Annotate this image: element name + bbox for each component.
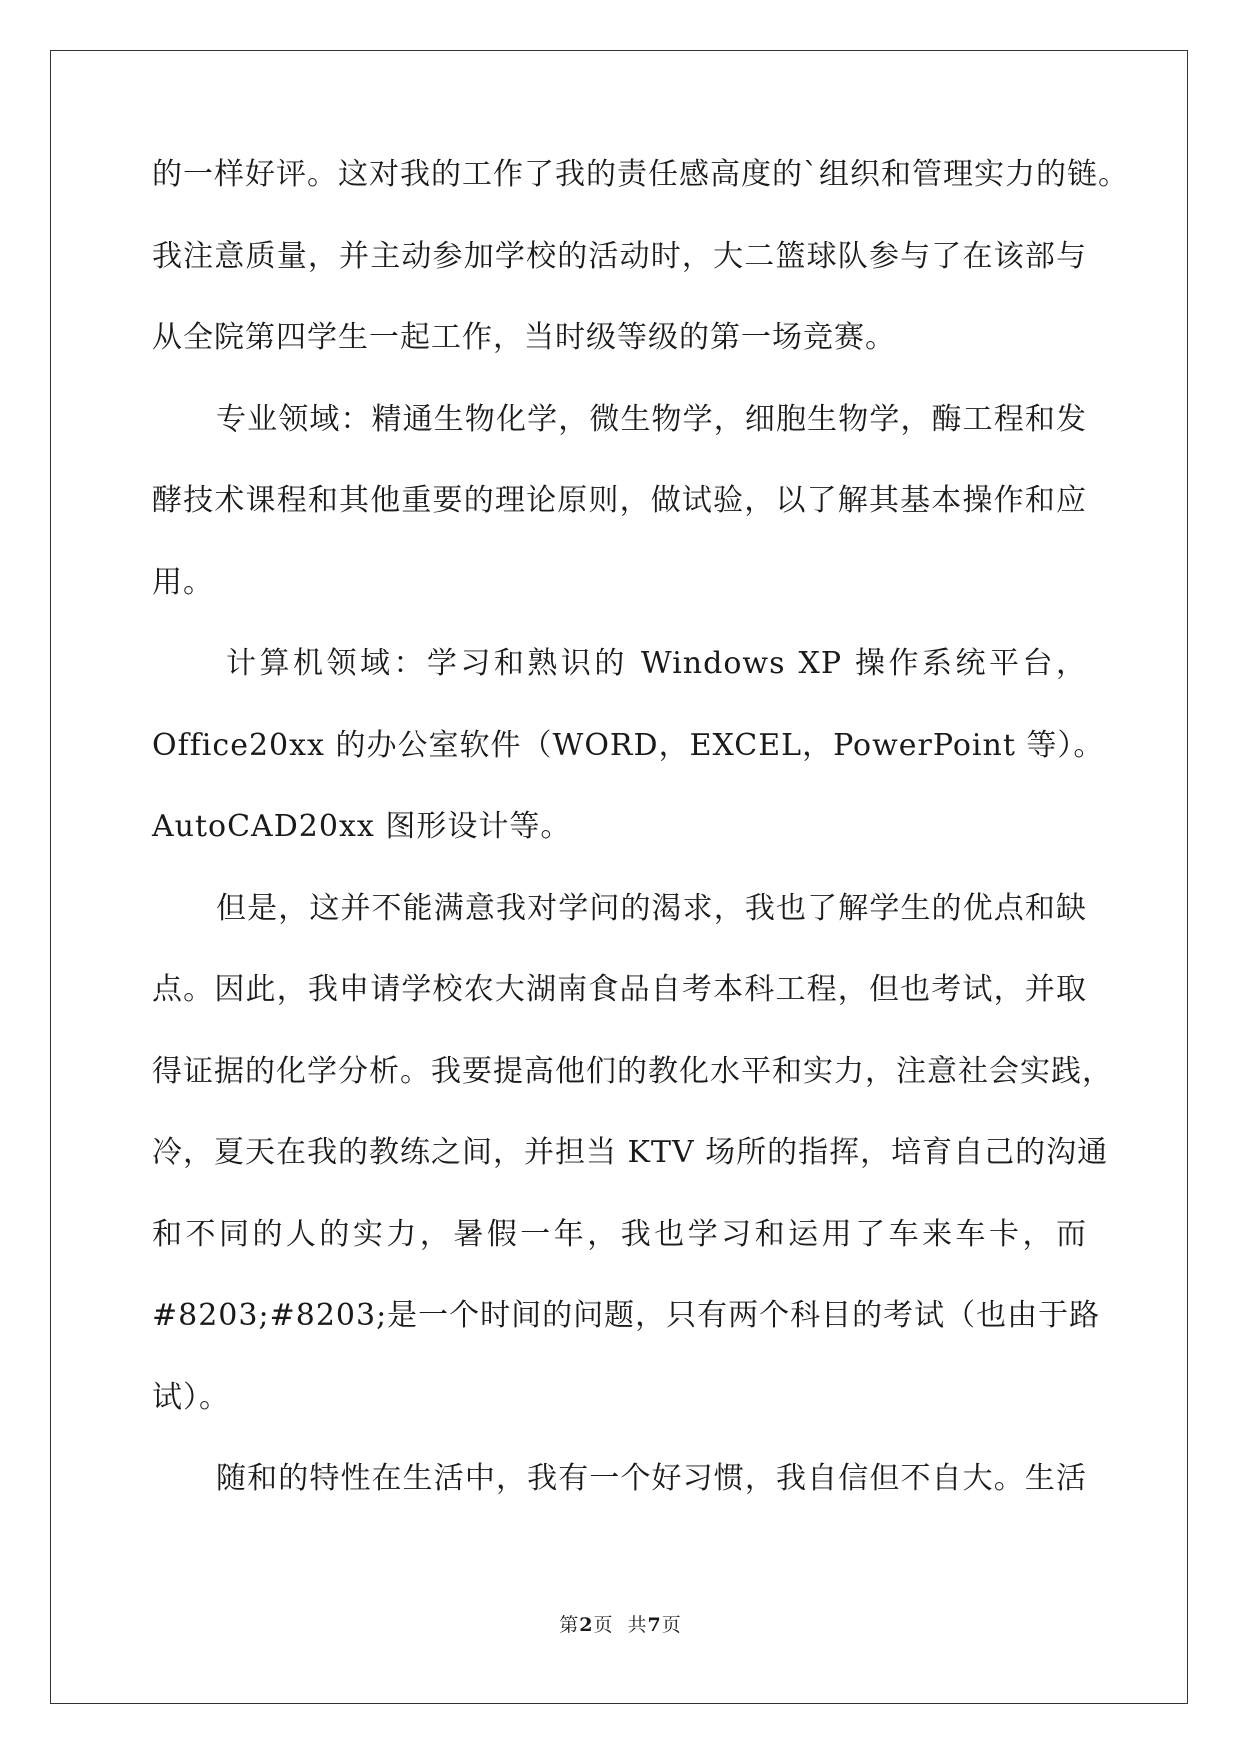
- text-line-14: 和不同的人的实力，暑假一年，我也学习和运用了车来车卡，而: [152, 1216, 1087, 1252]
- text-line-9: AutoCAD20xx 图形设计等。: [152, 809, 572, 844]
- text-line-1: 的一样好评。这对我的工作了我的责任感高度的`组织和管理实力的链。: [152, 157, 1129, 192]
- footer-page-prefix: 第: [559, 1614, 580, 1636]
- text-line-15: #8203;#8203;是一个时间的问题，只有两个科目的考试（也由于路: [152, 1298, 1101, 1333]
- page-footer: [0, 1610, 1241, 1637]
- text-line-2: 我注意质量，并主动参加学校的活动时，大二篮球队参与了在该部与: [152, 238, 1087, 274]
- text-line-4: 专业领域：精通生物化学，微生物学，细胞生物学，酶工程和发: [216, 401, 1087, 437]
- text-line-13: 冷，夏天在我的教练之间，并担当 KTV 场所的指挥，培育自己的沟通: [152, 1135, 1109, 1170]
- footer-page-suffix: 页: [661, 1614, 682, 1636]
- text-line-11: 点。因此，我申请学校农大湖南食品自考本科工程，但也考试，并取: [152, 972, 1087, 1007]
- footer-page-mid: 页 共: [593, 1614, 648, 1636]
- text-line-8: Office20xx 的办公室软件（WORD，EXCEL，PowerPoint 等）。: [152, 727, 1105, 763]
- text-line-16: 试）。: [152, 1379, 230, 1415]
- text-line-10: 但是，这并不能满意我对学问的渴求，我也了解学生的优点和缺: [216, 890, 1087, 926]
- text-line-3: 从全院第四学生一起工作，当时级等级的第一场竞赛。: [152, 320, 896, 355]
- text-line-6: 用。: [152, 564, 214, 600]
- text-line-5: 酵技术课程和其他重要的理论原则，做试验，以了解其基本操作和应: [152, 483, 1087, 518]
- text-line-7: 计算机领域：学习和熟识的 Windows XP 操作系统平台，: [226, 646, 1087, 681]
- footer-page-number: 2: [579, 1614, 594, 1636]
- footer-page-total: 7: [647, 1614, 662, 1636]
- text-line-12: 得证据的化学分析。我要提高他们的教化水平和实力，注意社会实践，: [152, 1053, 1113, 1089]
- document-body: [152, 157, 1129, 1546]
- text-line-17: 随和的特性在生活中，我有一个好习惯，我自信但不自大。生活: [216, 1461, 1087, 1496]
